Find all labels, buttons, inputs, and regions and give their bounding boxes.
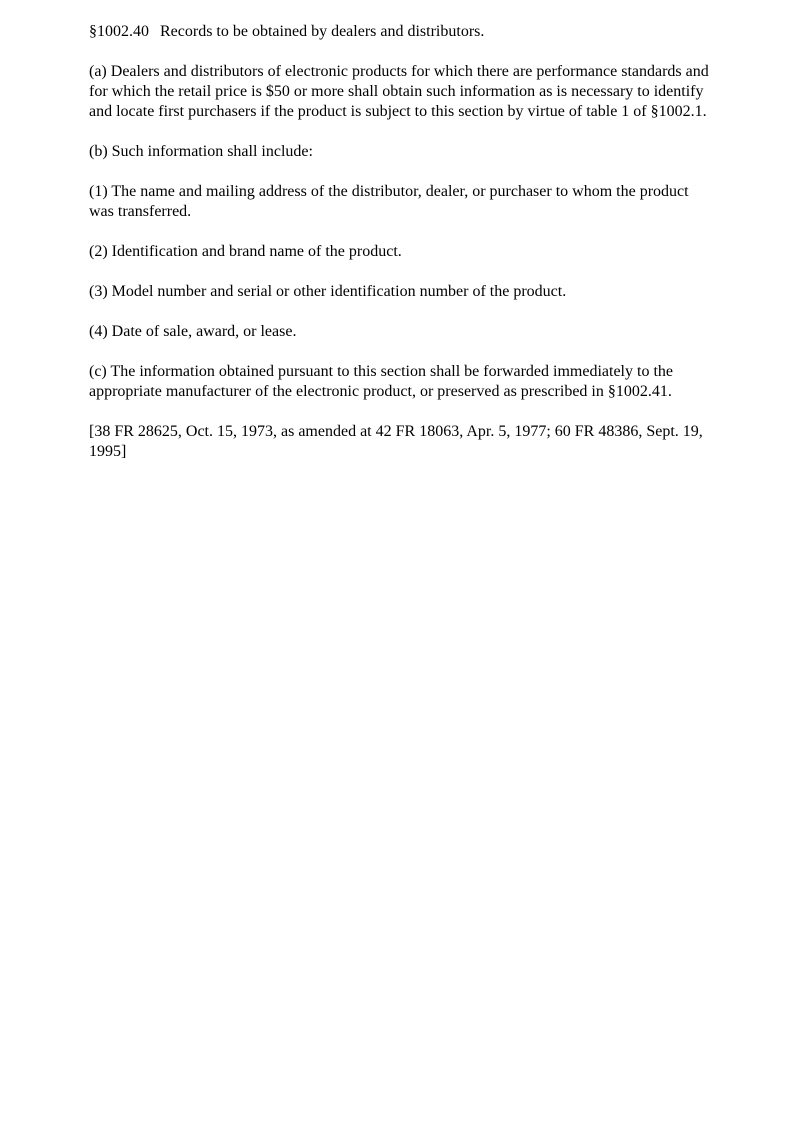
paragraph-a: (a) Dealers and distributors of electronic products for which there are performance standards and for which the retail price is $50 or more shall obtain such information as is necessary to identify and locate first purchasers if the product is subject to this section by virtue of table 1 of §1002.1. xyxy=(89,63,709,120)
source-citation: [38 FR 28625, Oct. 15, 1973, as amended at 42 FR 18063, Apr. 5, 1977; 60 FR 48386, Sept. 19, 1995] xyxy=(89,423,703,460)
paragraph-b3: (3) Model number and serial or other identification number of the product. xyxy=(89,283,567,300)
section-number: §1002.40 xyxy=(89,23,149,40)
paragraph-c: (c) The information obtained pursuant to this section shall be forwarded immediately to the appropriate manufacturer of the electronic product, or preserved as prescribed in §1002.41. xyxy=(89,363,673,400)
paragraph-b4: (4) Date of sale, award, or lease. xyxy=(89,323,297,340)
paragraph-b1: (1) The name and mailing address of the distributor, dealer, or purchaser to whom the product was transferred. xyxy=(89,183,689,220)
paragraph-b2: (2) Identification and brand name of the product. xyxy=(89,243,402,260)
document-page xyxy=(89,22,711,482)
section-heading xyxy=(89,22,711,42)
section-title: Records to be obtained by dealers and distributors. xyxy=(160,23,485,40)
paragraph-b: (b) Such information shall include: xyxy=(89,143,313,160)
